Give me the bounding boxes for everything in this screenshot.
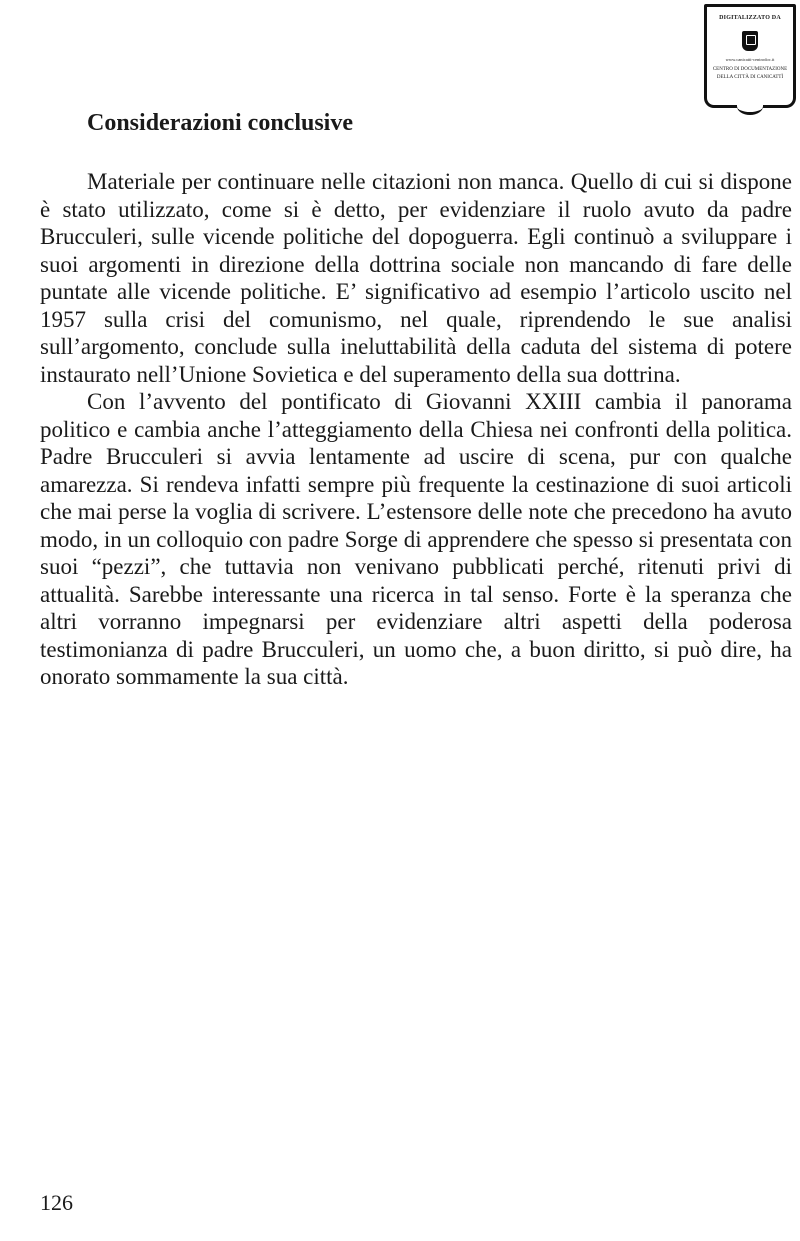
- paragraph-1: Materiale per continuare nelle citazioni non manca. Quello di cui si dispone è stato utilizzato, come si è detto, per evidenziare il ruolo avuto da padre Brucculeri, sulle vicende politiche del dopoguerra. Egli continuò a sviluppare i suoi argomenti in direzione della dottrina sociale non mancando di fare delle puntate alle vicende politiche. E’ significativo ad esempio l’articolo uscito nel 1957 sulla crisi del comunismo, nel quale, riprendendo le sue analisi sull’argomento, conclude sulla ineluttabilità della caduta del sistema di potere instaurato nell’Unione Sovietica e del superamento della sua dottrina.: [40, 169, 792, 387]
- coat-of-arms-icon: [742, 31, 758, 51]
- page-number: 126: [40, 1190, 73, 1215]
- stamp-title: DIGITALIZZATO DA: [719, 15, 781, 21]
- body-text: [40, 168, 792, 691]
- digitization-stamp: [704, 4, 796, 108]
- stamp-line-2: DELLA CITTÀ DI CANICATTÌ: [716, 75, 784, 80]
- section-heading: Considerazioni conclusive: [87, 110, 354, 136]
- stamp-line-1: CENTRO DI DOCUMENTAZIONE: [712, 67, 788, 72]
- stamp-url: www.canicatti-centrodoc.it: [725, 57, 775, 62]
- paragraph-2: Con l’avvento del pontificato di Giovanni XXIII cambia il panorama politico e cambia anche l’atteggiamento della Chiesa nei confronti della politica. Padre Brucculeri si avvia lentamente ad uscire di scena, pur con qualche amarezza. Si rendeva infatti sempre più frequente la cestinazione di suoi articoli che mai perse la voglia di scrivere. L’estensore delle note che precedono ha avuto modo, in un colloquio con padre Sorge di apprendere che spesso si presentata con suoi “pezzi”, che tuttavia non venivano pubblicati perché, ritenuti privi di attualità. Sarebbe interessante una ricerca in tal senso. Forte è la speranza che altri vorranno impegnarsi per evidenziare altri aspetti della poderosa testimonianza di padre Brucculeri, un uomo che, a buon diritto, si può dire, ha onorato sommamente la sua città.: [40, 389, 792, 689]
